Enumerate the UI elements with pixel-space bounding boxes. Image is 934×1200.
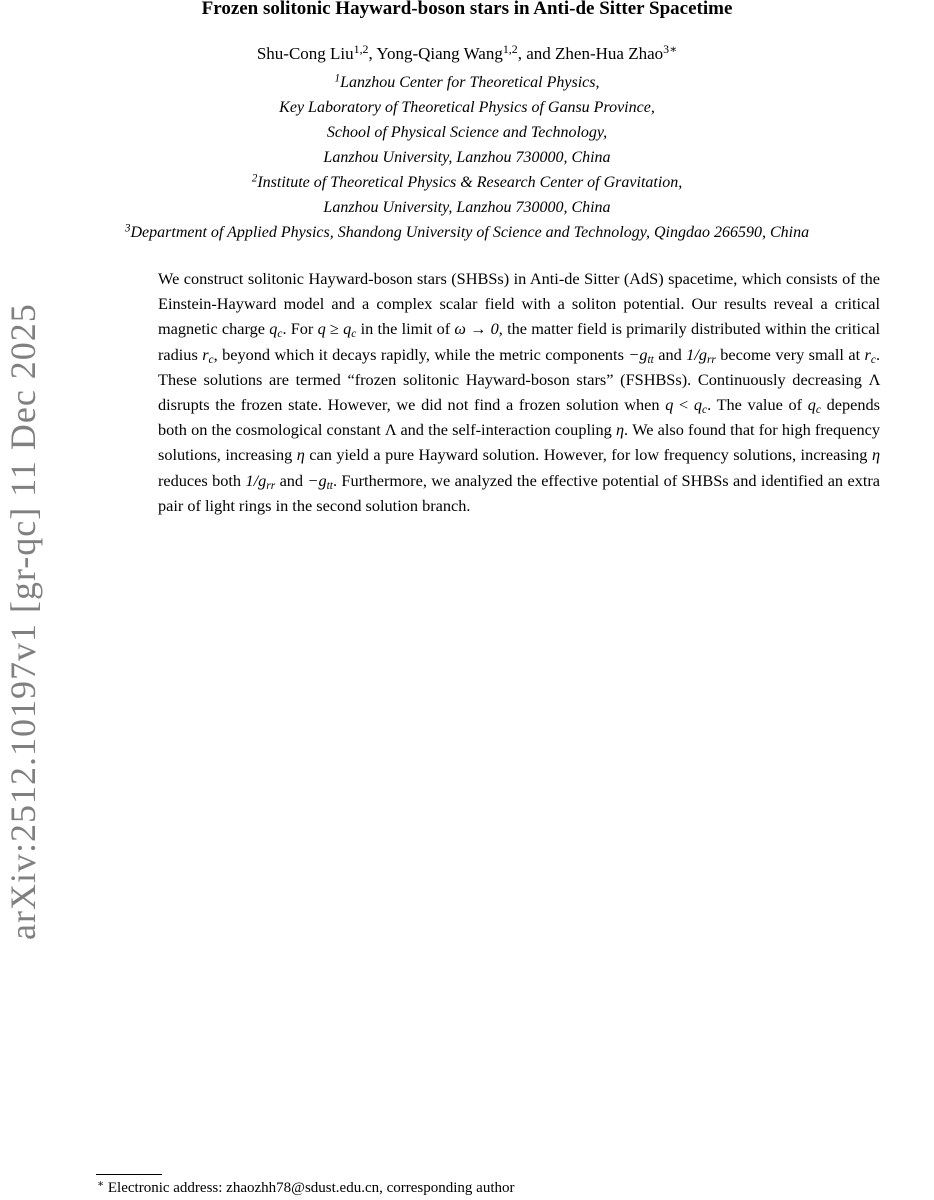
- affiliation-line: [0, 99, 934, 117]
- author-separator: , and: [517, 44, 556, 63]
- abstract-text: , beyond which it decays rapidly, while the metric components: [213, 344, 629, 364]
- math-symbol: η: [871, 445, 881, 465]
- paper-title: Frozen solitonic Hayward-boson stars in Anti-de Sitter Spacetime: [201, 0, 733, 19]
- footnote-rule: [96, 1174, 162, 1175]
- abstract-text: and the self-interaction coupling: [396, 420, 616, 440]
- affiliation-text: School of Physical Science and Technology,: [326, 124, 608, 141]
- math-symbol: q: [665, 395, 674, 415]
- math-symbol: η: [296, 445, 305, 465]
- abstract-text: We construct solitonic Hayward-boson stars (SHBSs) in Anti-de Sitter (AdS) spacetime, which consists of the Einstein-Hayward model and a complex scalar field with a soliton potential. Our results reveal a critical magnetic charge: [158, 269, 880, 339]
- abstract-text: and: [653, 344, 687, 364]
- abstract-text: . These solutions are termed “frozen solitonic Hayward-boson stars” (FSHBSs). Continuously decreasing: [158, 344, 881, 389]
- math-subscript: tt: [647, 353, 654, 366]
- abstract-text: and: [275, 470, 308, 490]
- math-symbol: r: [202, 344, 209, 364]
- abstract-text: disrupts the frozen state. However, we did not find a frozen solution when: [158, 395, 666, 415]
- abstract-text: become very small at: [715, 344, 865, 364]
- math-subscript: rr: [706, 353, 716, 366]
- affiliation-text: Institute of Theoretical Physics & Research Center of Gravitation,: [257, 174, 683, 191]
- affiliation-marker: 2: [251, 172, 258, 185]
- math-symbol: q: [269, 319, 278, 339]
- math-symbol: 1/g: [686, 344, 707, 364]
- abstract: [158, 266, 880, 518]
- affiliation-line: [0, 224, 934, 242]
- math-symbol: −g: [628, 344, 648, 364]
- affiliation-marker: 3: [124, 222, 131, 235]
- math-operator: <: [673, 395, 694, 415]
- footnote-marker: ∗: [97, 1178, 105, 1190]
- math-subscript: tt: [326, 479, 333, 492]
- author-separator: ,: [368, 44, 377, 63]
- affiliation-line: [0, 124, 934, 142]
- abstract-text: reduces both: [158, 470, 246, 490]
- abstract-text: , the matter field is primarily distributed within the critical radius: [158, 319, 881, 364]
- math-symbol: q: [693, 395, 703, 415]
- math-symbol: 1/g: [245, 470, 267, 490]
- affiliation-line: [0, 174, 934, 192]
- math-symbol: η: [615, 420, 625, 440]
- math-symbol: q: [317, 319, 326, 339]
- abstract-text: depends both on the cosmological constant: [158, 395, 880, 440]
- math-subscript: c: [208, 353, 214, 366]
- author-name: Zhen-Hua Zhao: [555, 44, 664, 63]
- abstract-text: . The value of: [707, 395, 808, 415]
- math-subscript: c: [815, 403, 821, 416]
- affiliation-text: Lanzhou University, Lanzhou 730000, China: [323, 199, 611, 216]
- author-list: [0, 44, 934, 64]
- author-name: Yong-Qiang Wang: [376, 44, 503, 63]
- math-operator: ≥: [325, 319, 344, 339]
- author-affiliation-marker: 3∗: [663, 42, 678, 57]
- math-symbol: Λ: [868, 369, 880, 389]
- affiliation-text: Lanzhou University, Lanzhou 730000, China: [323, 149, 611, 166]
- math-subscript: c: [277, 328, 283, 341]
- abstract-text: . For: [282, 319, 318, 339]
- affiliation-text: Lanzhou Center for Theoretical Physics,: [340, 74, 600, 91]
- footnote: [97, 1180, 515, 1197]
- math-subscript: c: [870, 353, 876, 366]
- arxiv-identifier-stamp: arXiv:2512.10197v1 [gr-qc] 11 Dec 2025: [3, 303, 43, 940]
- author-affiliation-marker: 1,2: [502, 42, 518, 57]
- affiliation-marker: 1: [334, 72, 341, 85]
- footnote-text: Electronic address: zhaozhh78@sdust.edu.cn, corresponding author: [104, 1180, 515, 1196]
- math-subscript: c: [702, 403, 708, 416]
- math-symbol: q: [343, 319, 352, 339]
- abstract-text: can yield a pure Hayward solution. However, for low frequency solutions, increasing: [304, 445, 872, 465]
- math-subscript: rr: [266, 479, 276, 492]
- affiliation-line: [0, 149, 934, 167]
- abstract-text: . We also found that for high frequency solutions, increasing: [158, 420, 881, 465]
- math-symbol: r: [864, 344, 871, 364]
- math-symbol: −g: [307, 470, 327, 490]
- affiliation-text: Department of Applied Physics, Shandong University of Science and Technology, Qingdao 266590, China: [130, 224, 810, 241]
- author-name: Shu-Cong Liu: [256, 44, 354, 63]
- math-symbol: q: [807, 395, 816, 415]
- math-expression: ω → 0: [454, 319, 499, 339]
- abstract-text: . Furthermore, we analyzed the effective potential of SHBSs and identified an extra pair of light rings in the second solution branch.: [158, 470, 881, 515]
- math-symbol: Λ: [384, 420, 397, 440]
- math-subscript: c: [351, 328, 357, 341]
- affiliation-line: [0, 74, 934, 92]
- affiliation-text: Key Laboratory of Theoretical Physics of Gansu Province,: [279, 99, 655, 116]
- author-affiliation-marker: 1,2: [353, 42, 369, 57]
- affiliation-line: [0, 199, 934, 217]
- abstract-text: in the limit of: [356, 319, 455, 339]
